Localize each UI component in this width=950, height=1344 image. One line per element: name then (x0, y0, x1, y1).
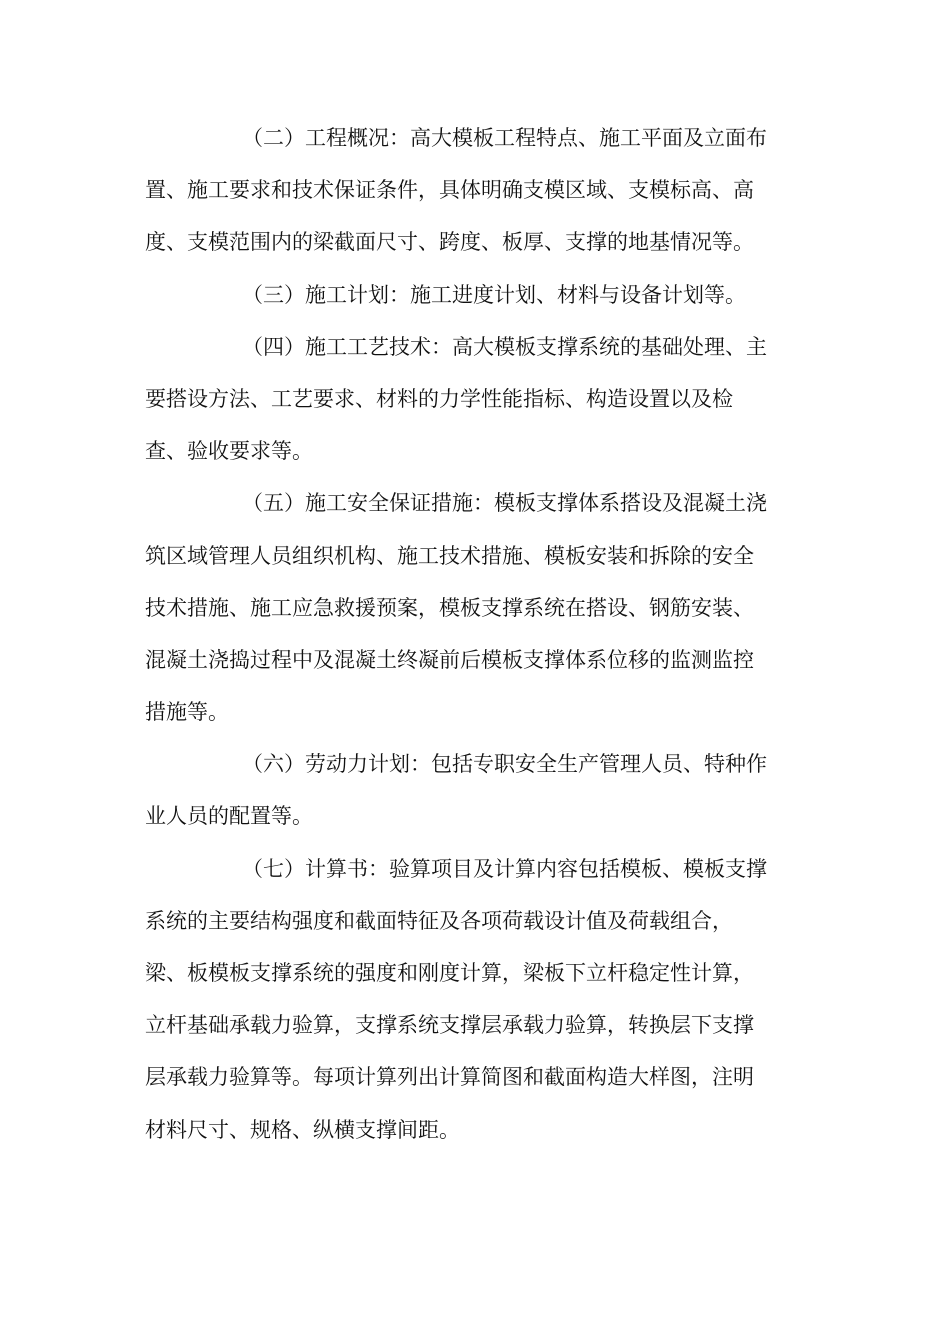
paragraph-line: （二）工程概况：高大模板工程特点、施工平面及立面布 (242, 126, 767, 150)
paragraph-line: 置、施工要求和技术保证条件，具体明确支模区域、支模标高、高 (145, 178, 754, 203)
paragraph-line: 系统的主要结构强度和截面特征及各项荷载设计值及荷载组合， (145, 908, 733, 933)
paragraph-line: 度、支模范围内的梁截面尺寸、跨度、板厚、支撑的地基情况等。 (145, 230, 754, 255)
paragraph-line: （五）施工安全保证措施：模板支撑体系搭设及混凝土浇 (242, 491, 767, 516)
paragraph-construction-plan (145, 273, 805, 325)
paragraph-project-overview (145, 116, 805, 273)
paragraph-safety-measures (145, 481, 805, 742)
paragraph-line: （四）施工工艺技术：高大模板支撑系统的基础处理、主 (242, 334, 767, 359)
paragraph-line: 查、验收要求等。 (145, 439, 313, 464)
paragraph-calculation-book (145, 847, 805, 1160)
paragraph-line: 业人员的配置等。 (145, 804, 313, 829)
paragraph-process-technology (145, 325, 805, 482)
document-body (145, 116, 805, 1160)
paragraph-line: 筑区域管理人员组织机构、施工技术措施、模板安装和拆除的安全 (145, 543, 754, 568)
paragraph-line: （六）劳动力计划：包括专职安全生产管理人员、特种作 (242, 752, 767, 777)
paragraph-line: 层承载力验算等。每项计算列出计算简图和截面构造大样图，注明 (145, 1065, 754, 1090)
paragraph-line: 措施等。 (145, 700, 229, 725)
paragraph-line: （三）施工计划：施工进度计划、材料与设备计划等。 (242, 282, 746, 307)
paragraph-line: 混凝土浇捣过程中及混凝土终凝前后模板支撑体系位移的监测监控 (145, 647, 754, 672)
paragraph-line: 材料尺寸、规格、纵横支撑间距。 (145, 1117, 460, 1142)
paragraph-line: 立杆基础承载力验算，支撑系统支撑层承载力验算，转换层下支撑 (145, 1013, 754, 1038)
paragraph-line: 梁、板模板支撑系统的强度和刚度计算，梁板下立杆稳定性计算， (145, 961, 754, 985)
paragraph-line: 技术措施、施工应急救援预案，模板支撑系统在搭设、钢筋安装、 (145, 595, 754, 620)
paragraph-line: 要搭设方法、工艺要求、材料的力学性能指标、构造设置以及检 (145, 386, 733, 411)
paragraph-labor-plan (145, 742, 805, 846)
paragraph-line: （七）计算书：验算项目及计算内容包括模板、模板支撑 (242, 856, 767, 881)
